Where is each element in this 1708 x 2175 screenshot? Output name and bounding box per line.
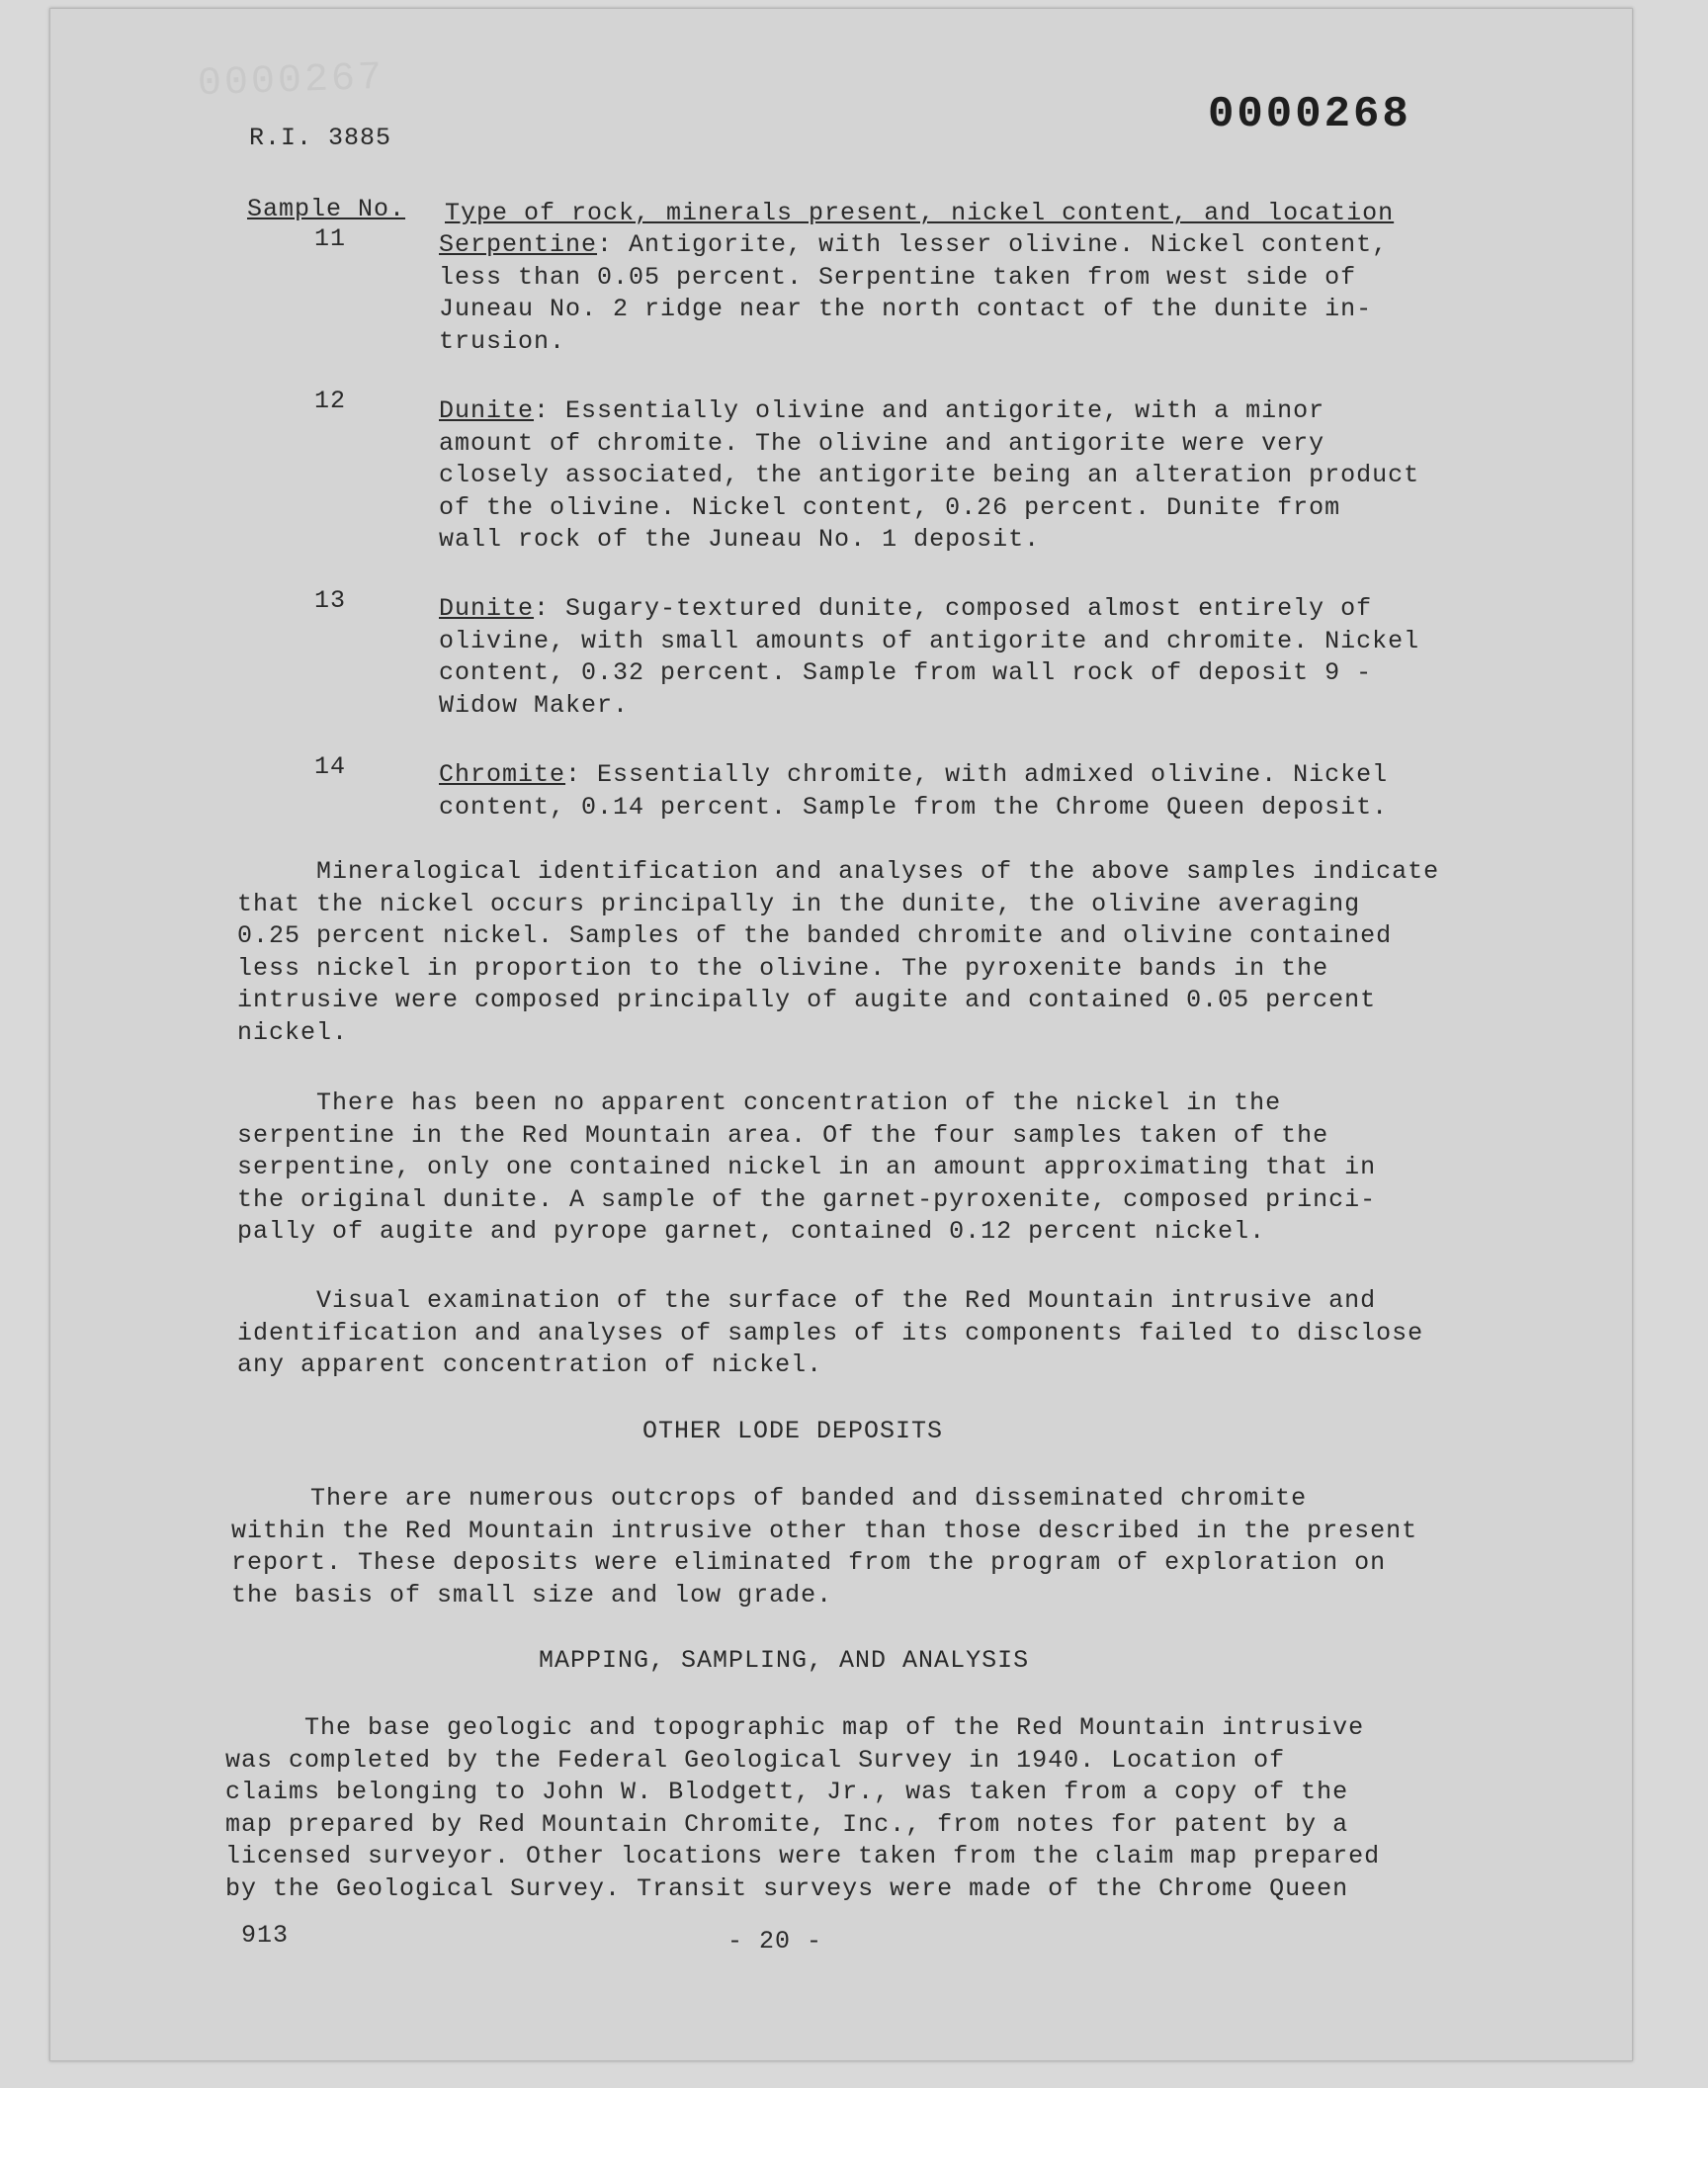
sample-line: Dunite: Essentially olivine and antigorite, with a minor	[439, 396, 1325, 425]
sample-line: closely associated, the antigorite being an alteration product	[439, 461, 1420, 489]
sample-line: Dunite: Sugary-textured dunite, composed almost entirely of	[439, 594, 1373, 623]
paragraph-line: intrusive were composed principally of augite and contained 0.05 percent	[237, 986, 1377, 1014]
paragraph-line: There has been no apparent concentration of the nickel in the	[316, 1088, 1282, 1117]
sample-description	[439, 395, 1506, 557]
paragraph-line: the basis of small size and low grade.	[231, 1580, 833, 1610]
rock-type-label: Dunite	[439, 396, 535, 425]
paragraph-line: The base geologic and topographic map of the Red Mountain intrusive	[304, 1713, 1365, 1742]
paragraph	[225, 1712, 1510, 1905]
column-header-sample: Sample No.	[247, 195, 406, 223]
sample-description	[439, 229, 1506, 358]
report-id: R.I. 3885	[249, 124, 392, 152]
section-heading: OTHER LODE DEPOSITS	[642, 1417, 944, 1445]
paragraph-line: pally of augite and pyrope garnet, contained 0.12 percent nickel.	[237, 1217, 1266, 1246]
paragraph-line: was completed by the Federal Geological Survey in 1940. Location of	[225, 1745, 1286, 1775]
paragraph-line: map prepared by Red Mountain Chromite, Inc., from notes for patent by a	[225, 1809, 1349, 1839]
sample-line: content, 0.14 percent. Sample from the Chrome Queen deposit.	[439, 792, 1389, 822]
sample-line: olivine, with small amounts of antigorite and chromite. Nickel	[439, 626, 1420, 655]
paragraph	[231, 1483, 1516, 1611]
sample-line: amount of chromite. The olivine and antigorite were very	[439, 428, 1325, 458]
paragraph-line: 0.25 percent nickel. Samples of the banded chromite and olivine contained	[237, 921, 1393, 950]
paragraph-line: identification and analyses of samples of its components failed to disclose	[237, 1318, 1424, 1348]
sample-line: trusion.	[439, 326, 566, 356]
paragraph-line: nickel.	[237, 1017, 349, 1047]
paragraph-line: licensed surveyor. Other locations were taken from the claim map prepared	[225, 1842, 1381, 1870]
paragraph-line: less nickel in proportion to the olivine. The pyroxenite bands in the	[237, 953, 1329, 983]
sample-line: wall rock of the Juneau No. 1 deposit.	[439, 525, 1041, 554]
paragraph-line: There are numerous outcrops of banded and disseminated chromite	[310, 1484, 1308, 1513]
sample-number: 13	[314, 586, 347, 615]
sample-description	[439, 759, 1506, 824]
sample-number: 12	[314, 387, 347, 415]
section-heading: MAPPING, SAMPLING, AND ANALYSIS	[539, 1646, 1030, 1675]
paragraph-line: Visual examination of the surface of the Red Mountain intrusive and	[316, 1286, 1377, 1315]
footer-code: 913	[241, 1921, 290, 1950]
sample-line: Chromite: Essentially chromite, with admixed olivine. Nickel	[439, 760, 1389, 789]
rock-type-label: Serpentine	[439, 230, 598, 259]
document-number: 0000268	[1208, 90, 1411, 139]
paragraph-line: within the Red Mountain intrusive other than those described in the present	[231, 1516, 1418, 1545]
sample-description	[439, 593, 1506, 722]
paragraph-line: any apparent concentration of nickel.	[237, 1350, 823, 1379]
paragraph-line: serpentine, only one contained nickel in an amount approximating that in	[237, 1153, 1377, 1181]
rock-type-label: Dunite	[439, 594, 535, 623]
sample-line: Juneau No. 2 ridge near the north contact of the dunite in-	[439, 295, 1373, 323]
sample-line: of the olivine. Nickel content, 0.26 percent. Dunite from	[439, 492, 1341, 522]
ghost-stamp: 0000267	[197, 55, 385, 108]
sample-number: 14	[314, 752, 347, 781]
sample-line: Widow Maker.	[439, 690, 630, 720]
paragraph-line: the original dunite. A sample of the garnet-pyroxenite, composed princi-	[237, 1184, 1377, 1214]
rock-type-label: Chromite	[439, 760, 566, 789]
sample-line: Serpentine: Antigorite, with lesser olivine. Nickel content,	[439, 230, 1389, 259]
sample-line: less than 0.05 percent. Serpentine taken from west side of	[439, 262, 1357, 292]
sample-line: content, 0.32 percent. Sample from wall rock of deposit 9 -	[439, 658, 1373, 687]
column-header-type: Type of rock, minerals present, nickel content, and location	[445, 199, 1395, 227]
paragraph-line: report. These deposits were eliminated from the program of exploration on	[231, 1548, 1387, 1577]
paragraph	[237, 1088, 1522, 1249]
paragraph-line: claims belonging to John W. Blodgett, Jr., was taken from a copy of the	[225, 1778, 1349, 1806]
paragraph	[237, 1285, 1522, 1382]
paragraph-line: serpentine in the Red Mountain area. Of the four samples taken of the	[237, 1120, 1329, 1150]
page-number: - 20 -	[727, 1927, 823, 1956]
sample-number: 11	[314, 224, 347, 253]
paragraph	[237, 856, 1522, 1049]
paragraph-line: Mineralogical identification and analyses of the above samples indicate	[316, 857, 1440, 886]
paragraph-line: by the Geological Survey. Transit surveys were made of the Chrome Queen	[225, 1873, 1349, 1903]
paragraph-line: that the nickel occurs principally in the dunite, the olivine averaging	[237, 889, 1361, 918]
